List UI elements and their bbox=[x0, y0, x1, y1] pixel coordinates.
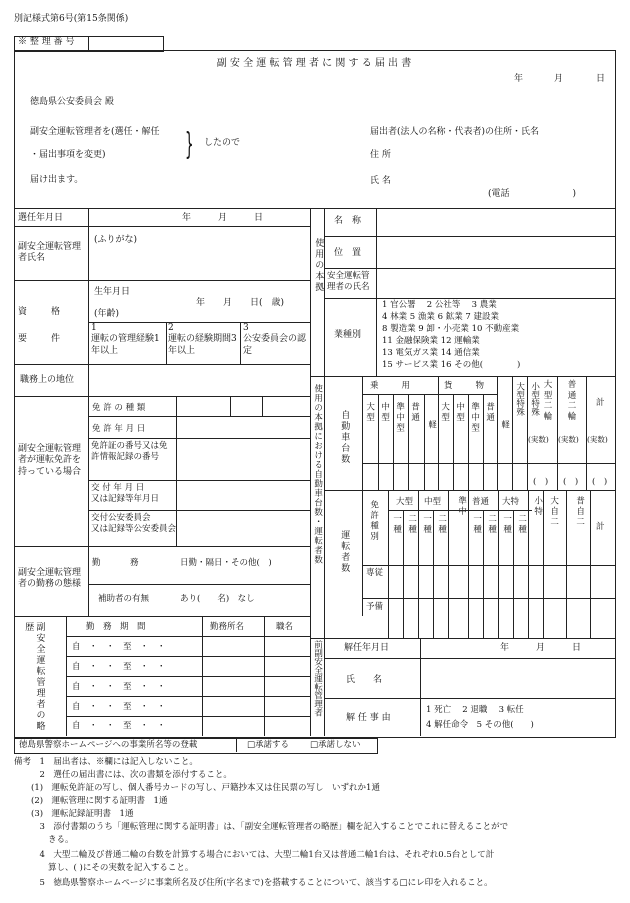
ka-label: 貨 物 bbox=[444, 381, 487, 391]
divider bbox=[88, 480, 310, 481]
col-kei: 軽 bbox=[499, 420, 510, 431]
z-name-label: 氏 名 bbox=[346, 675, 383, 685]
jissu-label: (実数) bbox=[558, 435, 579, 444]
ryakureki-row: 自 ・ ・ 至 ・ ・ bbox=[72, 721, 166, 731]
col-ogata-niri: 大型二輪 bbox=[543, 380, 553, 422]
shokumei-header: 職名 bbox=[276, 622, 294, 632]
birth-label: 生年月日 bbox=[94, 287, 131, 297]
col-kotoku: 小型特殊 bbox=[529, 382, 540, 416]
divider bbox=[543, 490, 544, 638]
divider bbox=[88, 510, 310, 511]
col-kei-total: 計 bbox=[596, 398, 605, 408]
lic-kei: 計 bbox=[596, 522, 605, 532]
ichi-shu: 一種 bbox=[421, 514, 432, 535]
divider bbox=[324, 208, 325, 736]
addressee: 徳島県公安委員会 殿 bbox=[30, 97, 114, 107]
divider bbox=[468, 490, 469, 638]
divider bbox=[324, 658, 615, 659]
sennin-label: 選任年月日 bbox=[18, 213, 64, 223]
brace: } bbox=[185, 127, 194, 162]
gyoshu-line: 8 製造業 9 卸・小売業 10 不動産業 bbox=[382, 324, 520, 334]
date-year: 年 bbox=[514, 74, 524, 84]
gyoshu-line: 4 林業 5 漁業 6 鉱業 7 建設業 bbox=[382, 312, 500, 322]
zen-group-label: 前副安全運転管理者 bbox=[312, 640, 323, 717]
divider bbox=[14, 616, 310, 617]
ni-shu: 二種 bbox=[516, 514, 527, 535]
divider bbox=[88, 416, 310, 417]
kainin-ymd: 年 月 日 bbox=[500, 643, 582, 653]
lic-junchu: 準中 bbox=[456, 496, 467, 517]
birth-ymd: 年 月 日( 歳) bbox=[196, 298, 285, 308]
divider bbox=[362, 565, 615, 566]
lic-chugata: 中型 bbox=[424, 497, 442, 507]
divider bbox=[433, 510, 434, 638]
reason-3: したので bbox=[204, 138, 241, 148]
jiyu-value-1: 1 死亡 2 退職 3 転任 bbox=[426, 705, 524, 715]
age-label: (年齢) bbox=[94, 309, 120, 319]
untensha-label: 運転者数 bbox=[339, 530, 350, 574]
divider bbox=[66, 696, 310, 697]
lic-type-label: 免 許 の 種 類 bbox=[92, 403, 146, 413]
gyoshu-line: 11 金融保険業 12 運輸業 bbox=[382, 336, 480, 346]
gyoshu-line: 1 官公署 2 公社等 3 農業 bbox=[382, 300, 497, 310]
reason-2: ・届出事項を変更) bbox=[30, 150, 106, 160]
jidosha-label: 自動車台数 bbox=[339, 410, 350, 465]
address-label: 住 所 bbox=[370, 150, 391, 160]
col-chugata: 中型 bbox=[454, 402, 465, 423]
ni-shu: 二種 bbox=[436, 514, 447, 535]
divider bbox=[176, 396, 177, 546]
col-ogata: 大型 bbox=[439, 402, 450, 423]
ryakureki-label: 副安全運転管理者の略歴 bbox=[23, 622, 45, 732]
submit-text: 届け出ます。 bbox=[30, 175, 84, 185]
divider bbox=[528, 490, 529, 638]
note-line: 算し、( )にその実数を記入すること。 bbox=[14, 863, 194, 873]
koufu-label: 交 付 年 月 日 又は記録等年月日 bbox=[91, 483, 160, 504]
col-ogata: 大型 bbox=[364, 402, 375, 423]
divider bbox=[438, 376, 439, 490]
note-line: 2 選任の届出書には、次の書類を添付すること。 bbox=[14, 770, 232, 780]
lic-daitoku: 大特 bbox=[502, 497, 520, 507]
divider bbox=[66, 676, 310, 677]
date-day: 日 bbox=[596, 74, 606, 84]
jiyu-label: 解 任 事 由 bbox=[346, 713, 391, 723]
col-futsu: 普通 bbox=[409, 402, 420, 423]
divider bbox=[66, 716, 310, 717]
lic-fujini: 普自二 bbox=[574, 496, 585, 528]
shokumu-label: 職務上の地位 bbox=[20, 375, 75, 385]
furigana-label: (ふりがな) bbox=[94, 235, 138, 245]
hojo-value: あり( 名) なし bbox=[180, 594, 255, 604]
shikaku-label: 資 格 bbox=[18, 307, 63, 317]
divider bbox=[557, 376, 558, 490]
note-line: (3) 運転記録証明書 1通 bbox=[14, 809, 134, 819]
divider bbox=[388, 510, 532, 511]
divider bbox=[483, 510, 484, 638]
note-line: (2) 運転管理に関する証明書 1通 bbox=[14, 796, 168, 806]
kanrisha-label: 安全運転管理者の氏名 bbox=[327, 271, 370, 292]
yobi-text: 予備 bbox=[366, 602, 384, 612]
divider bbox=[590, 490, 591, 638]
divider bbox=[424, 394, 425, 490]
jou-label: 乗 用 bbox=[370, 381, 413, 391]
req-2: 2 運転の経験期間3年以上 bbox=[168, 323, 237, 356]
jissu-label: (実数) bbox=[528, 435, 549, 444]
divider bbox=[236, 738, 237, 752]
kinmu-value: 日勤・隔日・その他( ) bbox=[180, 558, 272, 568]
divider bbox=[88, 546, 89, 616]
divider bbox=[230, 396, 231, 416]
col-futsu: 普通 bbox=[484, 402, 495, 423]
gyoshu-line: 13 電気ガス業 14 通信業 bbox=[382, 348, 480, 358]
col-futsu-niri: 普通二輪 bbox=[567, 380, 577, 422]
col-daitoku: 大型特殊 bbox=[514, 382, 525, 416]
ryakureki-row: 自 ・ ・ 至 ・ ・ bbox=[72, 682, 166, 692]
lic-ogata: 大型 bbox=[396, 497, 414, 507]
reason-1: 副安全運転管理者を(選任・解任 bbox=[30, 127, 160, 137]
divider bbox=[88, 438, 310, 439]
divider bbox=[66, 636, 310, 637]
ryakureki-row: 自 ・ ・ 至 ・ ・ bbox=[72, 642, 166, 652]
ichi-shu: 一種 bbox=[391, 514, 402, 535]
divider bbox=[240, 322, 241, 364]
form-label: 別記様式第6号(第15条関係) bbox=[14, 14, 129, 24]
ichi-shu: 一種 bbox=[471, 514, 482, 535]
hojo-label: 補助者の有無 bbox=[98, 594, 150, 604]
divider bbox=[324, 490, 615, 491]
paren: ( ) bbox=[592, 477, 608, 487]
kinmusho-header: 勤務所名 bbox=[210, 622, 245, 632]
ichi-shu: 一種 bbox=[501, 514, 512, 535]
kinmu-label: 勤 務 bbox=[92, 558, 140, 568]
applicant-label: 届出者(法人の名称・代表者)の住所・氏名 bbox=[370, 127, 540, 137]
divider bbox=[498, 490, 499, 638]
divider bbox=[403, 510, 404, 638]
license-group-label: 副安全運転管理者が運転免許を持っている場合 bbox=[18, 444, 82, 477]
koufu-i-label: 交付公安委員会 又は記録等公安委員会 bbox=[91, 513, 177, 534]
jiyu-value-2: 4 解任命令 5 その他( ) bbox=[426, 720, 534, 730]
ichi-label: 位 置 bbox=[334, 248, 362, 258]
date-month: 月 bbox=[554, 74, 564, 84]
divider bbox=[14, 280, 310, 281]
ni-shu: 二種 bbox=[406, 514, 417, 535]
divider bbox=[14, 226, 310, 227]
divider bbox=[310, 638, 615, 639]
kainin-label: 解任年月日 bbox=[344, 643, 390, 653]
fuku-name-label: 副安全運転管理者氏名 bbox=[18, 242, 82, 264]
req-1: 1 運転の管理経験1年以上 bbox=[91, 323, 160, 356]
divider bbox=[324, 268, 615, 269]
hp-yes-checkbox[interactable]: □承諾する bbox=[247, 740, 290, 750]
col-chugata: 中型 bbox=[379, 402, 390, 423]
divider bbox=[88, 584, 310, 585]
gyoshu-label: 業種別 bbox=[334, 330, 362, 340]
divider bbox=[14, 546, 310, 547]
col-junchu: 準中型 bbox=[469, 402, 480, 434]
divider bbox=[14, 396, 310, 397]
divider bbox=[512, 376, 513, 490]
note-line: 3 添付書類のうち「運転管理に関する証明書」は、「副安全運転管理者の略歴」欄を記入することでこれに替えることがで bbox=[14, 822, 509, 832]
note-line: 5 徳島県警察ホームページに事業所名及び住所(字名まで)を搭載することについて、該当する□にレ印を入れること。 bbox=[14, 878, 493, 888]
daisu-group-label: 使用の本拠における自動車台数・運転者数 bbox=[312, 384, 323, 565]
tel-label: (電話 ) bbox=[488, 189, 577, 199]
kinmu-group-label: 副安全運転管理者の勤務の態様 bbox=[18, 568, 82, 590]
lic-date-label: 免 許 年 月 日 bbox=[92, 424, 146, 434]
req-3: 3 公安委員会の認定 bbox=[243, 323, 307, 356]
kikan-header: 勤 務 期 間 bbox=[86, 622, 146, 632]
divider bbox=[324, 298, 615, 299]
ryakureki-row: 自 ・ ・ 至 ・ ・ bbox=[72, 702, 166, 712]
hp-no-checkbox[interactable]: □承諾しない bbox=[310, 740, 361, 750]
gyoshu-line: 15 サービス業 16 その他( ) bbox=[382, 360, 521, 370]
lic-kotoku: 小特 bbox=[532, 496, 543, 517]
note-line: きる。 bbox=[14, 835, 74, 845]
honkyo-label: 使用の本拠 bbox=[313, 238, 324, 293]
divider bbox=[166, 322, 167, 364]
yobi-label bbox=[366, 602, 383, 613]
ni-shu: 二種 bbox=[486, 514, 497, 535]
divider bbox=[66, 656, 310, 657]
note-line: (1) 運転免許証の写し、個人番号カードの写し、戸籍抄本又は住民票の写し いずれか1通 bbox=[14, 783, 380, 793]
senju-text: 専従 bbox=[366, 568, 384, 578]
paren: ( ) bbox=[533, 477, 549, 487]
divider bbox=[310, 208, 311, 736]
divider bbox=[14, 364, 310, 365]
divider bbox=[14, 208, 615, 209]
divider bbox=[420, 638, 421, 736]
divider bbox=[310, 376, 615, 377]
divider bbox=[362, 394, 497, 395]
name-label: 氏 名 bbox=[370, 176, 391, 186]
divider bbox=[527, 376, 528, 490]
yoken-label: 要 件 bbox=[18, 334, 63, 344]
form-title: 副 安 全 運 転 管 理 者 に 関 す る 届 出 書 bbox=[216, 58, 412, 69]
divider bbox=[88, 208, 89, 586]
menkyo-shu-label: 免許種別 bbox=[368, 500, 379, 542]
note-line: 4 大型二輪及び普通二輪の台数を計算する場合においては、大型二輪1台又は普通二輪1台は、それぞれ0.5台として計 bbox=[14, 850, 495, 860]
lic-no-label: 免許証の番号又は免許情報記録の番号 bbox=[91, 441, 168, 462]
col-junchu: 準中型 bbox=[394, 402, 405, 434]
meisho-label: 名 称 bbox=[334, 216, 362, 226]
divider bbox=[324, 698, 615, 699]
divider bbox=[448, 490, 449, 638]
lic-daijini: 大自二 bbox=[548, 496, 559, 528]
hp-label: 徳島県警察ホームページへの事業所名等の登載 bbox=[19, 740, 198, 750]
divider bbox=[388, 490, 389, 638]
divider bbox=[586, 376, 587, 490]
divider bbox=[262, 396, 263, 416]
divider bbox=[324, 236, 615, 237]
col-kei: 軽 bbox=[426, 420, 437, 431]
lic-futsu: 普通 bbox=[472, 497, 490, 507]
jissu-label: (実数) bbox=[587, 435, 608, 444]
senju-label bbox=[366, 568, 383, 579]
note-line: 備考 1 届出者は、※欄には記入しないこと。 bbox=[14, 757, 198, 767]
divider bbox=[566, 490, 567, 638]
divider bbox=[362, 463, 615, 464]
paren: ( ) bbox=[563, 477, 579, 487]
seiri-label: ※ 整 理 番 号 bbox=[18, 37, 75, 47]
divider bbox=[497, 376, 498, 490]
divider bbox=[513, 510, 514, 638]
ryakureki-row: 自 ・ ・ 至 ・ ・ bbox=[72, 662, 166, 672]
sennin-ymd: 年 月 日 bbox=[182, 213, 264, 223]
divider bbox=[418, 490, 419, 638]
divider bbox=[362, 598, 615, 599]
divider bbox=[362, 376, 363, 616]
